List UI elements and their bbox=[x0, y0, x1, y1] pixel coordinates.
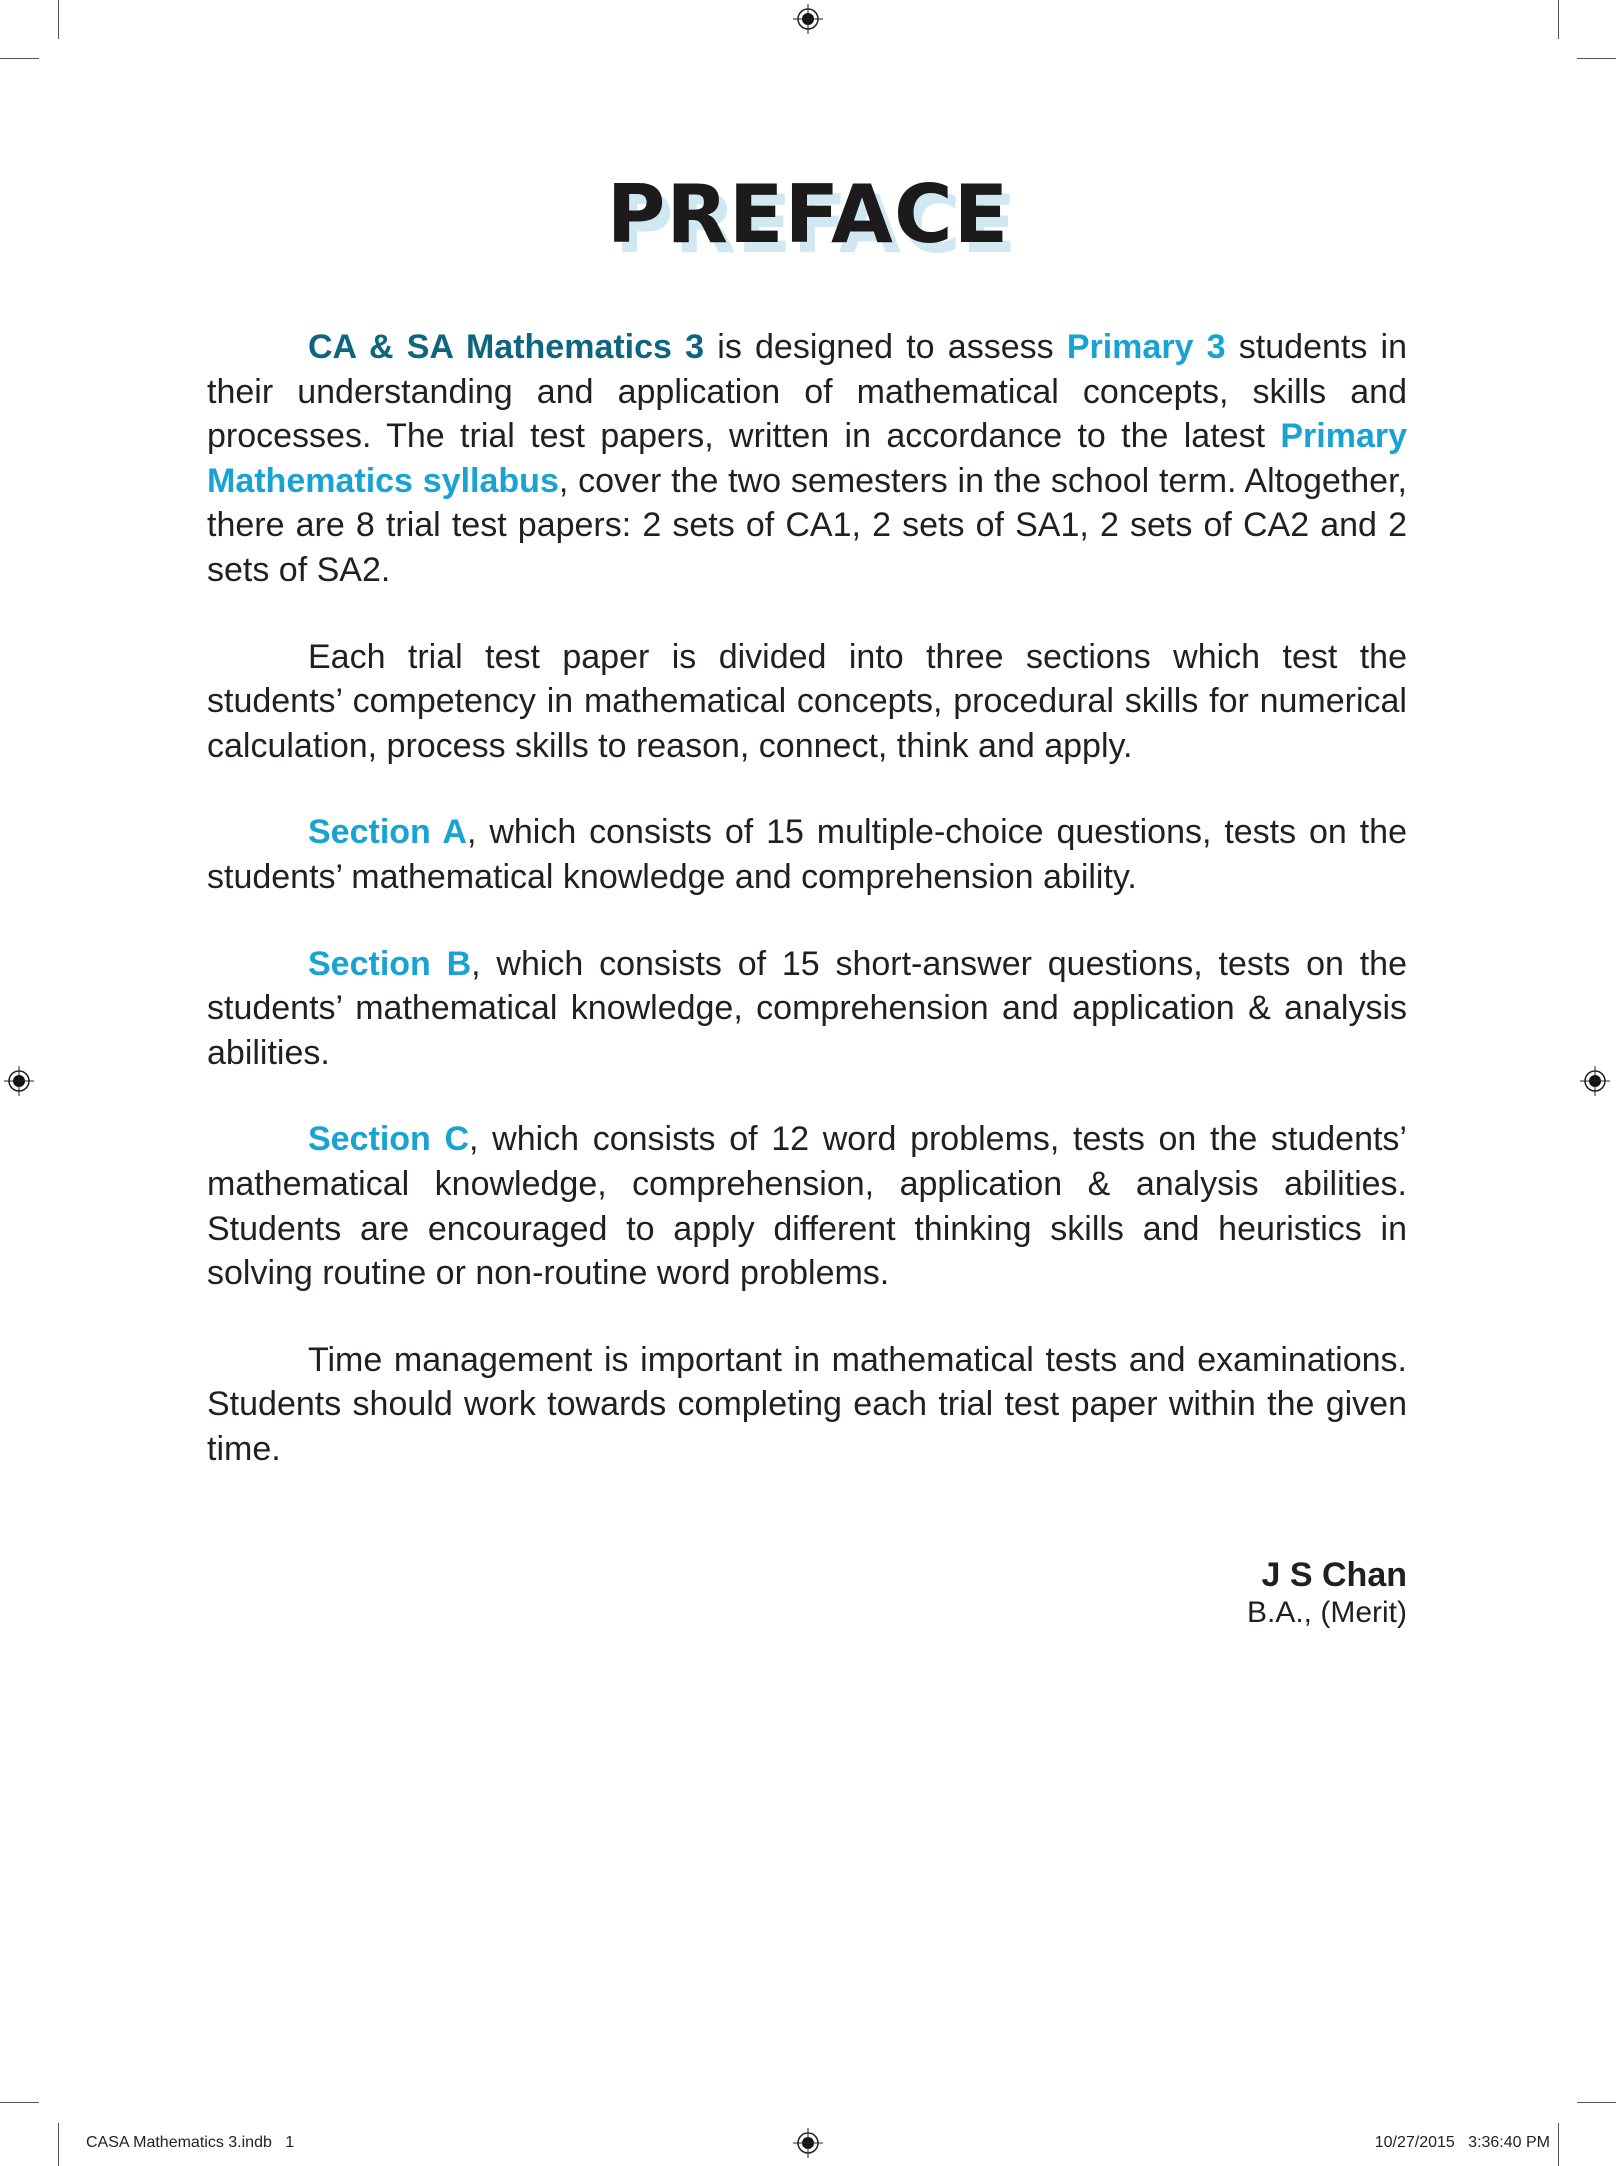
highlighted-term: CA & SA Mathematics 3 bbox=[308, 328, 705, 366]
highlighted-term: Primary Mathematics syllabus bbox=[207, 417, 1407, 500]
footer-filename: CASA Mathematics 3.indb 1 bbox=[86, 2134, 295, 2151]
crop-mark bbox=[1558, 0, 1559, 39]
crop-mark bbox=[58, 0, 59, 39]
body-text: , cover the two semesters in the school term. Altogether, there are 8 trial test papers: 2 sets of CA1, 2 sets of SA1, 2 sets of CA2 and 2 sets of SA2. bbox=[207, 461, 1407, 589]
body-text: Each trial test paper is divided into three sections which test the students’ competency in mathematical concepts, procedural skills for numerical calculation, process skills to reason, connect, think and apply. bbox=[207, 637, 1407, 765]
body-text: Time management is important in mathematical tests and examinations. Students should work towards completing each trial test paper within the given time. bbox=[207, 1340, 1407, 1468]
signature-block bbox=[207, 1555, 1407, 1631]
body-text: , which consists of 12 word problems, tests on the students’ mathematical knowledge, comprehension, application & analysis abilities. Students are encouraged to apply different thinking skills and heuristics in solving routine or non-routine word problems. bbox=[207, 1120, 1407, 1293]
paragraph-section-a bbox=[207, 810, 1407, 899]
author-name: J S Chan bbox=[1261, 1556, 1407, 1595]
highlighted-term: Section C bbox=[308, 1120, 470, 1159]
body-text: , which consists of 15 multiple-choice questions, tests on the students’ mathematical knowledge and comprehension ability. bbox=[207, 813, 1407, 896]
preface-body bbox=[207, 325, 1407, 1631]
crop-mark bbox=[0, 58, 39, 59]
body-text: , which consists of 15 short-answer questions, tests on the students’ mathematical knowledge, comprehension and application & analysis abilities. bbox=[207, 944, 1407, 1072]
highlighted-term: Section B bbox=[308, 944, 472, 983]
paragraph-time-management bbox=[207, 1338, 1407, 1472]
registration-mark-icon bbox=[4, 1066, 34, 1096]
registration-mark-icon bbox=[1580, 1066, 1610, 1096]
crop-mark bbox=[1577, 58, 1616, 59]
page-title: PREFACE bbox=[606, 168, 1010, 261]
paragraph-section-b bbox=[207, 942, 1407, 1076]
body-text: is designed to assess bbox=[704, 328, 1067, 366]
paragraph-sections-overview bbox=[207, 635, 1407, 769]
paragraph-section-c bbox=[207, 1117, 1407, 1295]
paragraph-intro bbox=[207, 325, 1407, 593]
crop-mark bbox=[1558, 2123, 1559, 2166]
highlighted-term: Primary 3 bbox=[1066, 328, 1226, 366]
crop-mark bbox=[58, 2123, 59, 2166]
crop-mark bbox=[0, 2102, 39, 2103]
crop-mark bbox=[1577, 2102, 1616, 2103]
footer-timestamp: 10/27/2015 3:36:40 PM bbox=[1374, 2134, 1550, 2151]
registration-mark-icon bbox=[793, 4, 823, 34]
body-text: students in their understanding and application of mathematical concepts, skills and processes. The trial test papers, written in accordance to the latest bbox=[207, 328, 1407, 456]
highlighted-term: Section A bbox=[308, 813, 467, 852]
registration-mark-icon bbox=[793, 2128, 823, 2158]
author-credentials: B.A., (Merit) bbox=[1246, 1596, 1407, 1630]
